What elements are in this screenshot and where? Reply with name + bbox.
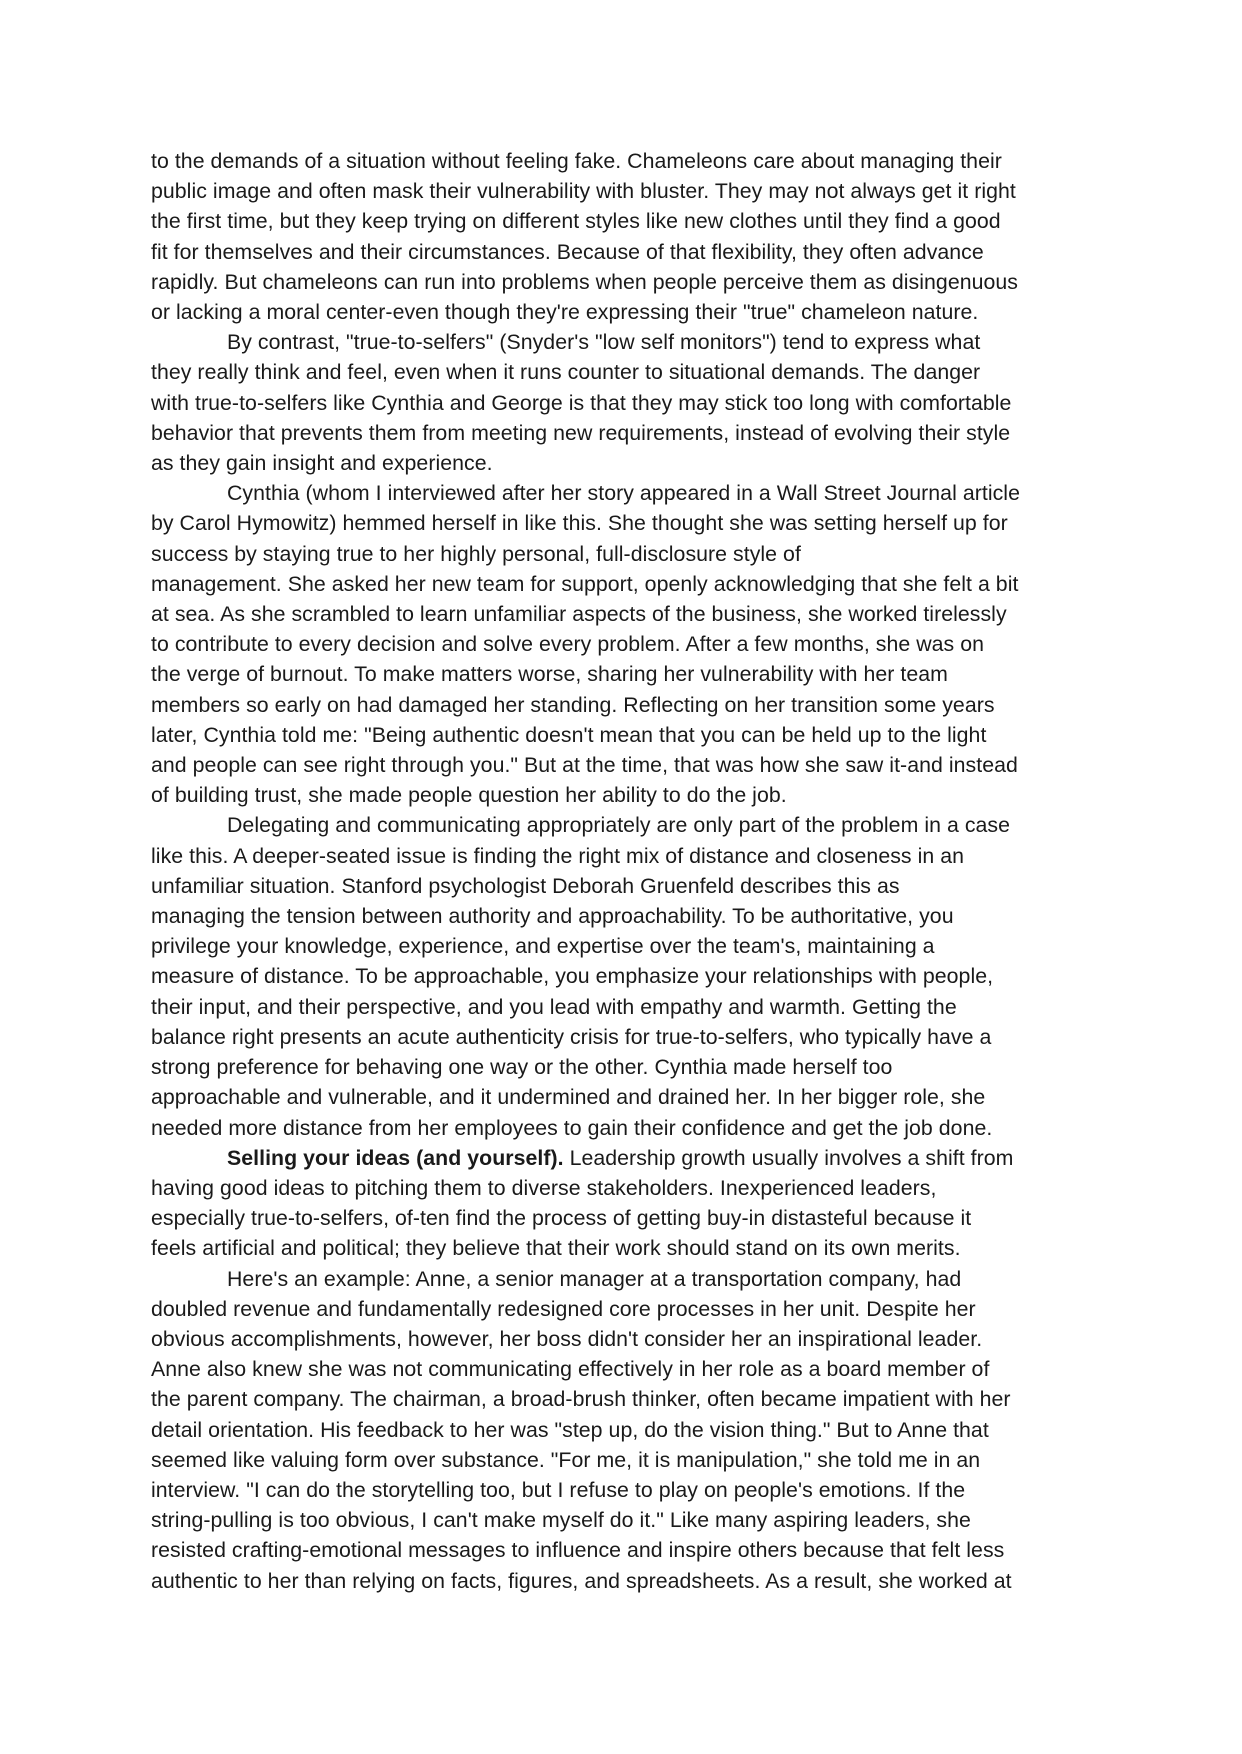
text-line: managing the tension between authority and approachability. To be authoritative, you bbox=[151, 904, 954, 929]
text-line: with true-to-selfers like Cynthia and George is that they may stick too long with comfortable bbox=[151, 390, 1012, 415]
text-line: fit for themselves and their circumstances. Because of that flexibility, they often advance bbox=[151, 239, 984, 264]
text-line: interview. "I can do the storytelling too, but I refuse to play on people's emotions. If the bbox=[151, 1477, 966, 1502]
text-line: by Carol Hymowitz) hemmed herself in like this. She thought she was setting herself up for bbox=[151, 511, 1008, 536]
text-line: unfamiliar situation. Stanford psychologist Deborah Gruenfeld describes this as bbox=[151, 873, 900, 898]
text-line: as they gain insight and experience. bbox=[151, 451, 493, 476]
text-line: balance right presents an acute authenticity crisis for true-to-selfers, who typically have a bbox=[151, 1024, 992, 1049]
text-line: needed more distance from her employees to gain their confidence and get the job done. bbox=[151, 1115, 993, 1140]
text-line: Here's an example: Anne, a senior manager at a transportation company, had bbox=[227, 1266, 962, 1291]
text-line: doubled revenue and fundamentally redesigned core processes in her unit. Despite her bbox=[151, 1296, 976, 1321]
text-line: the parent company. The chairman, a broad-brush thinker, often became impatient with her bbox=[151, 1387, 1011, 1412]
text-line: Leadership growth usually involves a shift from bbox=[563, 1145, 1014, 1170]
text-line: string-pulling is too obvious, I can't make myself do it." Like many aspiring leaders, she bbox=[151, 1508, 971, 1533]
text-line: approachable and vulnerable, and it undermined and drained her. In her bigger role, she bbox=[151, 1085, 986, 1110]
text-line: measure of distance. To be approachable, you emphasize your relationships with people, bbox=[151, 964, 994, 989]
paragraph-chameleons bbox=[151, 146, 1099, 327]
paragraph-anne-example bbox=[151, 1264, 1099, 1596]
text-line: rapidly. But chameleons can run into problems when people perceive them as disingenuous bbox=[151, 269, 1018, 294]
text-line: privilege your knowledge, experience, and expertise over the team's, maintaining a bbox=[151, 934, 935, 959]
text-line: obvious accomplishments, however, her boss didn't consider her an inspirational leader. bbox=[151, 1326, 983, 1351]
text-line: or lacking a moral center-even though they're expressing their "true" chameleon nature. bbox=[151, 300, 979, 325]
text-line: behavior that prevents them from meeting new requirements, instead of evolving their style bbox=[151, 420, 1011, 445]
text-line: and people can see right through you." But at the time, that was how she saw it-and instead bbox=[151, 753, 1018, 778]
text-line: By contrast, "true-to-selfers" (Snyder's "low self monitors") tend to express what bbox=[227, 330, 981, 355]
text-line: members so early on had damaged her standing. Reflecting on her transition some years bbox=[151, 692, 995, 717]
text-line: their input, and their perspective, and you lead with empathy and warmth. Getting the bbox=[151, 994, 957, 1019]
text-line: of building trust, she made people question her ability to do the job. bbox=[151, 783, 787, 808]
text-line: to contribute to every decision and solve every problem. After a few months, she was on bbox=[151, 632, 984, 657]
text-line: the verge of burnout. To make matters worse, sharing her vulnerability with her team bbox=[151, 662, 948, 687]
text-line: to the demands of a situation without feeling fake. Chameleons care about managing their bbox=[151, 149, 1002, 173]
text-line: seemed like valuing form over substance. "For me, it is manipulation," she told me in an bbox=[151, 1447, 981, 1472]
text-line: Cynthia (whom I interviewed after her story appeared in a Wall Street Journal article bbox=[227, 481, 1020, 506]
text-line: management. She asked her new team for support, openly acknowledging that she felt a bit bbox=[151, 571, 1019, 596]
paragraph-delegating bbox=[151, 810, 1099, 1142]
text-line: at sea. As she scrambled to learn unfamiliar aspects of the business, she worked tirelessly bbox=[151, 602, 1007, 627]
text-line: feels artificial and political; they believe that their work should stand on its own merits. bbox=[151, 1236, 961, 1261]
text-line: they really think and feel, even when it runs counter to situational demands. The danger bbox=[151, 360, 981, 385]
text-line: Anne also knew she was not communicating effectively in her role as a board member of bbox=[151, 1357, 990, 1382]
section-heading: Selling your ideas (and yourself). bbox=[227, 1145, 564, 1170]
text-line: authentic to her than relying on facts, figures, and spreadsheets. As a result, she worked at bbox=[151, 1568, 1012, 1593]
paragraph-selling-ideas bbox=[151, 1143, 1099, 1264]
text-line: later, Cynthia told me: "Being authentic doesn't mean that you can be held up to the light bbox=[151, 722, 987, 747]
paragraph-true-to-selfers bbox=[151, 327, 1099, 478]
text-line: like this. A deeper-seated issue is finding the right mix of distance and closeness in an bbox=[151, 843, 965, 868]
document-page bbox=[151, 146, 1099, 1596]
text-line: Delegating and communicating appropriately are only part of the problem in a case bbox=[227, 813, 1011, 838]
text-line: having good ideas to pitching them to diverse stakeholders. Inexperienced leaders, bbox=[151, 1175, 937, 1200]
paragraph-cynthia bbox=[151, 478, 1099, 810]
text-line: the first time, but they keep trying on different styles like new clothes until they find a good bbox=[151, 209, 1001, 234]
text-line: public image and often mask their vulnerability with bluster. They may not always get it right bbox=[151, 179, 1016, 204]
text-line: especially true-to-selfers, of-ten find the process of getting buy-in distasteful because it bbox=[151, 1206, 972, 1231]
text-line: resisted crafting-emotional messages to influence and inspire others because that felt less bbox=[151, 1538, 1005, 1563]
text-line: strong preference for behaving one way or the other. Cynthia made herself too bbox=[151, 1055, 893, 1080]
text-line: detail orientation. His feedback to her was "step up, do the vision thing." But to Anne that bbox=[151, 1417, 989, 1442]
text-line: success by staying true to her highly personal, full-disclosure style of bbox=[151, 541, 801, 566]
